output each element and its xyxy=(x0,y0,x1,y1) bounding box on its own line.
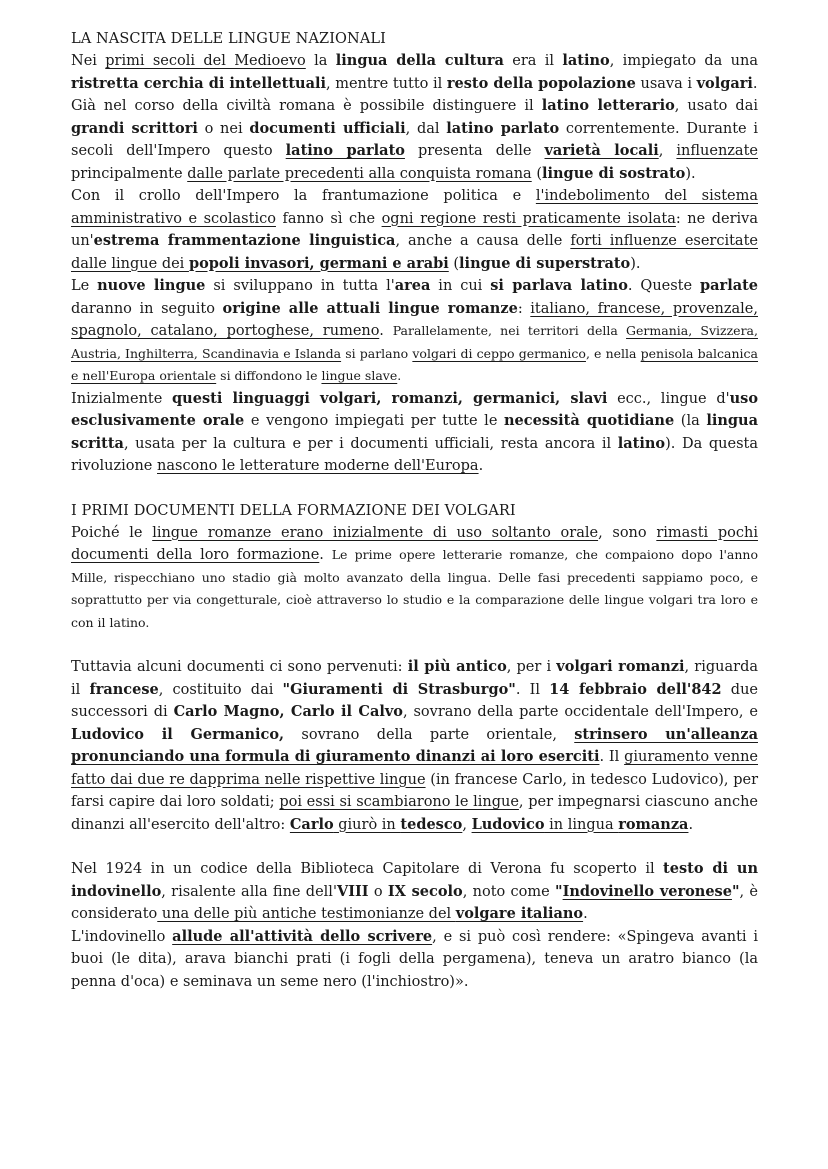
text-run: resto della popolazione xyxy=(446,74,636,92)
text-run: , impiegato da una xyxy=(609,53,758,69)
text-run: ristretta cerchia di intellettuali xyxy=(71,74,326,92)
text-run: penisola balcanica e nell'Europa orientale xyxy=(71,345,759,383)
text-run: forti influenze esercitate dalle lingue dei xyxy=(71,233,758,272)
text-run: francese xyxy=(89,680,159,698)
text-run: tedesco xyxy=(400,815,463,833)
text-run: daranno in seguito xyxy=(71,300,223,317)
text-run: origine alle attuali lingue romanze xyxy=(222,299,518,317)
text-run: latino letterario xyxy=(541,97,675,114)
text-run: parlate xyxy=(700,277,759,294)
text-run: poi essi si scambiarono le lingue xyxy=(279,794,519,810)
text-run: giurò in xyxy=(333,816,401,833)
text-run: , riguarda il xyxy=(71,659,758,698)
text-run: " xyxy=(731,882,740,900)
text-run: Nei xyxy=(71,53,106,69)
paragraph-intro xyxy=(71,50,758,95)
text-run: allude all'attività dello scrivere xyxy=(172,927,433,945)
text-run: primi secoli del Medioevo xyxy=(105,53,306,69)
text-run: presenta delle xyxy=(404,143,545,159)
text-run: la xyxy=(305,53,336,69)
text-run: Indovinello veronese xyxy=(562,882,732,900)
text-run: rimasti pochi documenti della loro formazione xyxy=(71,524,758,563)
text-run: una delle più antiche testimonianze del xyxy=(157,906,456,922)
section-title-documenti: I PRIMI DOCUMENTI DELLA FORMAZIONE DEI VOLGARI xyxy=(71,502,516,519)
text-run: , sono xyxy=(598,524,657,541)
text-run: . xyxy=(397,368,402,383)
paragraph-giuramenti xyxy=(71,656,758,836)
spacer xyxy=(71,836,758,858)
text-run: popoli invasori, germani e arabi xyxy=(188,254,449,272)
text-run: VIII xyxy=(336,882,369,900)
text-run: , è considerato xyxy=(71,883,758,922)
text-run: volgare italiano xyxy=(455,905,584,922)
text-run: . xyxy=(319,547,332,563)
text-run: volgari romanzi xyxy=(556,658,685,675)
text-run: documenti ufficiali xyxy=(249,119,406,137)
text-run: lingue slave xyxy=(321,368,398,383)
text-run: latino xyxy=(562,52,610,69)
text-run: strinsero un'alleanza pronunciando una formula di giuramento dinanzi ai loro eserciti xyxy=(71,725,758,765)
text-run: Le xyxy=(71,278,98,294)
text-run: . xyxy=(752,75,758,92)
text-run: lingue di superstrato xyxy=(459,254,631,272)
text-run: necessità quotidiane xyxy=(504,412,675,429)
text-run: , xyxy=(462,816,472,833)
text-run: . Il xyxy=(599,749,625,765)
text-run: " xyxy=(555,882,563,900)
text-run: Carlo xyxy=(289,815,334,833)
text-run: si parlano xyxy=(341,345,413,361)
text-run: , noto come xyxy=(462,883,556,900)
text-run: influenzate xyxy=(676,143,758,159)
text-run: giuramento venne fatto dai due re dapprima nelle rispettive lingue xyxy=(71,749,759,788)
section-title-nascita: LA NASCITA DELLE LINGUE NAZIONALI xyxy=(71,31,386,47)
text-run: nascono le letterature moderne dell'Europa xyxy=(157,458,479,474)
text-run: e vengono impiegati per tutte le xyxy=(244,413,505,429)
text-run: ). xyxy=(630,255,641,272)
text-run: . Il xyxy=(515,681,550,698)
text-run: . xyxy=(379,323,393,339)
text-run: nuove lingue xyxy=(97,277,206,294)
text-run: si parlava latino xyxy=(490,277,628,294)
text-run: . xyxy=(478,458,484,474)
text-run: Parallelamente, nei territori della xyxy=(392,323,627,338)
text-run: latino parlato xyxy=(446,119,560,137)
text-run: ). Da questa rivoluzione xyxy=(71,435,758,474)
text-run: lingue romanze erano inizialmente di uso soltanto orale xyxy=(152,524,599,541)
text-run: Poiché le xyxy=(71,524,153,541)
text-run: latino parlato xyxy=(285,142,405,159)
text-run: testo di un indovinello xyxy=(71,860,758,900)
text-run: ( xyxy=(531,165,542,182)
text-run: , usato dai xyxy=(674,98,758,114)
text-run: L'indovinello xyxy=(71,928,173,945)
paragraph-poiche xyxy=(71,522,758,635)
text-run: ecc., lingue d' xyxy=(607,390,730,407)
text-run: , e si può così rendere: «Spingeva avanti i buoi (le dita), arava bianchi prati (i fogli della pergamena), teneva un aratro bianco (la penna d'oca) e seminava un seme nero (l'inchiostro)». xyxy=(71,928,758,990)
paragraph-allude xyxy=(71,926,758,994)
text-run: l'indebolimento del sistema amministrativo e scolastico xyxy=(71,188,758,227)
text-run: lingua scritta xyxy=(71,412,758,452)
paragraph-impero xyxy=(71,185,758,275)
text-run: : ne deriva un' xyxy=(71,210,759,249)
text-run: uso esclusivamente orale xyxy=(71,389,758,429)
text-run: . xyxy=(583,906,588,922)
text-run: si sviluppano in tutta l' xyxy=(205,278,395,294)
text-run: , per impegnarsi ciascuno anche dinanzi all'esercito dell'altro: xyxy=(71,794,758,833)
text-run: , e nella xyxy=(585,345,641,361)
text-run: correntemente. Durante i secoli dell'Impero questo xyxy=(71,120,758,159)
text-run: Germania, Svizzera, Austria, Inghilterra, Scandinavia e Islanda xyxy=(71,323,758,361)
text-run: fanno sì che xyxy=(275,210,382,227)
text-run: , mentre tutto il xyxy=(326,75,447,92)
text-run: Nel 1924 in un codice della Biblioteca Capitolare di Verona fu scoperto il xyxy=(71,861,664,877)
text-run: Ludovico il Germanico, xyxy=(71,725,285,743)
text-run: volgari di ceppo germanico xyxy=(412,345,586,361)
text-run: lingua della cultura xyxy=(335,52,504,69)
text-run: : xyxy=(517,300,531,317)
text-run: in cui xyxy=(430,278,491,294)
text-run: (la xyxy=(674,413,707,429)
text-run: latino xyxy=(617,434,666,452)
text-run: dalle parlate precedenti alla conquista romana xyxy=(187,165,532,182)
text-run: "Giuramenti di Strasburgo" xyxy=(282,680,516,698)
text-run: , anche a causa delle xyxy=(395,233,571,249)
spacer xyxy=(71,634,758,656)
text-run: Tuttavia alcuni documenti ci sono pervenuti: xyxy=(71,659,408,675)
text-run: usava i xyxy=(635,75,697,92)
text-run: lingue di sostrato xyxy=(542,164,686,182)
text-run: 14 febbraio dell'842 xyxy=(549,680,722,698)
text-run: grandi scrittori xyxy=(71,119,198,137)
text-run: , xyxy=(658,143,677,159)
text-run: , per i xyxy=(506,659,557,675)
text-run: Già nel corso della civiltà romana è possibile distinguere il xyxy=(71,98,542,114)
paragraph-nuove-lingue xyxy=(71,275,758,388)
text-run: Le prime opere letterarie romanze, che compaiono dopo l'anno Mille, rispecchiano uno stadio già molto avanzato della lingua. Delle fasi precedenti sappiamo poco, e soprattutto per via congetturale, cioè attraverso lo studio e la comparazione delle lingue volgari tra loro e con il latino. xyxy=(71,547,759,630)
text-run: romanza xyxy=(618,815,689,833)
text-run: varietà locali xyxy=(544,142,659,159)
text-run: , costituito dai xyxy=(158,681,283,698)
text-run: o nei xyxy=(197,120,250,137)
text-run: (in francese Carlo, in tedesco Ludovico), per farsi capire dai loro soldati; xyxy=(71,771,759,810)
text-run: IX secolo xyxy=(387,882,463,900)
text-run: italiano, francese, provenzale, spagnolo, catalano, portoghese, rumeno xyxy=(71,300,758,339)
paragraph-inizialmente xyxy=(71,388,758,478)
text-run: , risalente alla fine dell' xyxy=(161,883,337,900)
text-run: Inizialmente xyxy=(71,390,173,407)
paragraph-latino xyxy=(71,95,758,185)
text-run: ogni regione resti praticamente isolata xyxy=(381,210,676,227)
text-run: , sovrano della parte occidentale dell'Impero, e xyxy=(402,704,759,720)
text-run: sovrano della parte orientale, xyxy=(284,726,575,743)
text-run: area xyxy=(394,277,431,294)
text-run: Con il crollo dell'Impero la frantumazione politica e xyxy=(71,188,536,204)
text-run: questi linguaggi volgari, romanzi, germanici, slavi xyxy=(172,389,608,407)
text-run: , dal xyxy=(405,120,447,137)
text-run: il più antico xyxy=(407,658,507,675)
text-run: era il xyxy=(503,53,563,69)
text-run: o xyxy=(368,883,388,900)
text-run: volgari xyxy=(696,74,753,92)
text-run: . xyxy=(688,816,694,833)
spacer xyxy=(71,478,758,500)
text-run: in lingua xyxy=(544,816,619,833)
text-run: ). xyxy=(685,165,696,182)
text-run: Carlo Magno, Carlo il Calvo xyxy=(173,703,403,720)
text-run: principalmente xyxy=(71,165,188,182)
text-run: due successori di xyxy=(71,681,758,720)
text-run: . Queste xyxy=(627,278,701,294)
paragraph-indovinello xyxy=(71,858,758,926)
text-run: Ludovico xyxy=(471,815,545,833)
text-run: ( xyxy=(448,255,460,272)
text-run: si diffondono le xyxy=(216,368,322,383)
text-run: estrema frammentazione linguistica xyxy=(93,232,396,249)
text-run: , usata per la cultura e per i documenti ufficiali, resta ancora il xyxy=(123,435,618,452)
